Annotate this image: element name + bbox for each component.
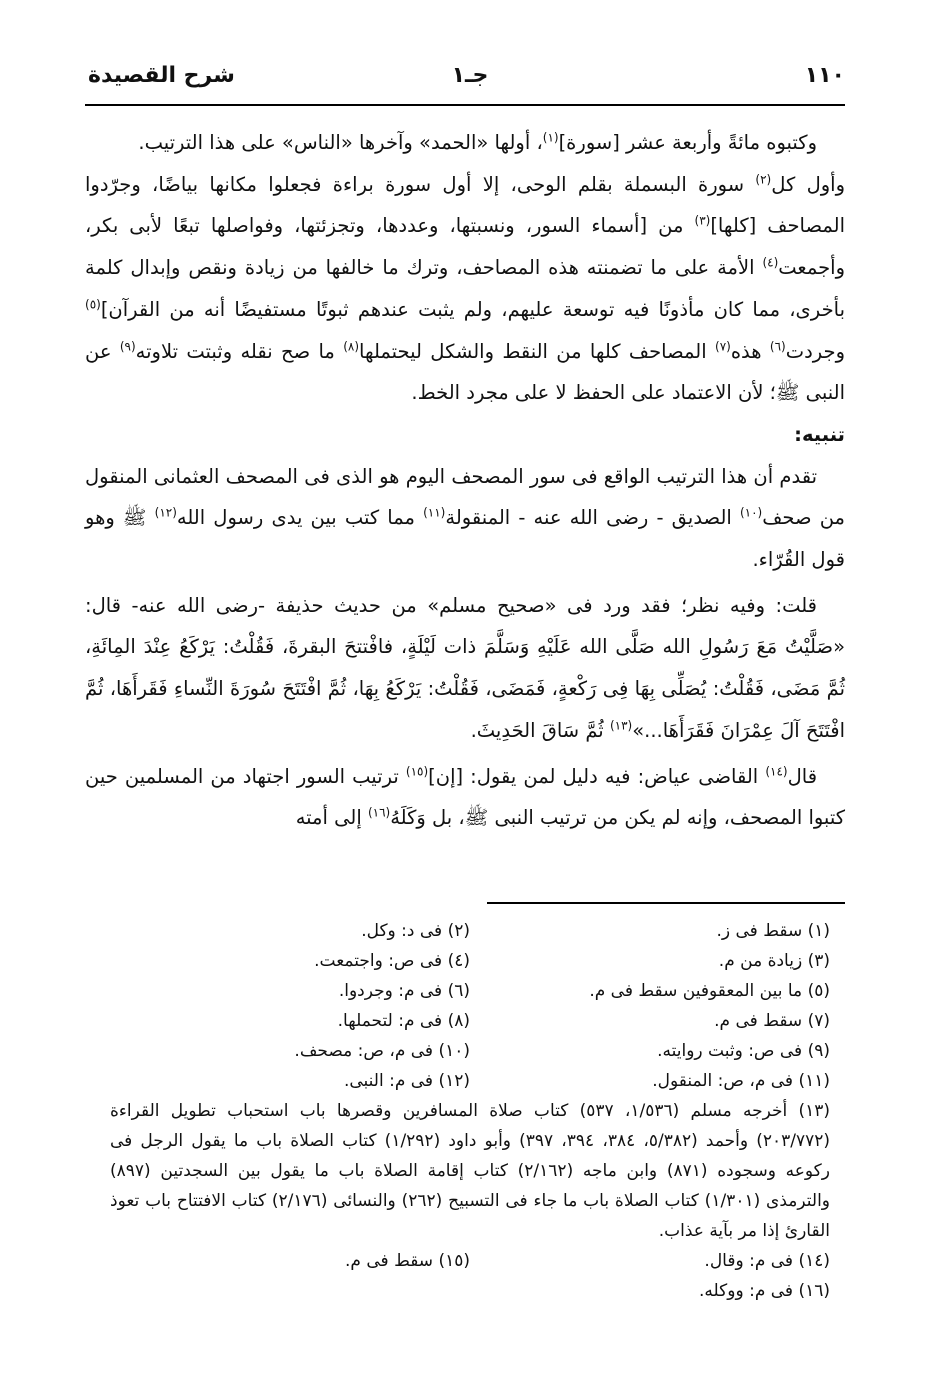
text-run: قلت: وفيه نظر؛ فقد ورد فى «صحيح مسلم» من حديث حذيفة -رضى الله عنه- قال: «صَلَّيْتُ مَعَ رَسُولِ الله صَلَّى الله عَلَيْهِ وَسَلَّمَ ذات لَيْلَةٍ، فافْتتحَ البقرةَ، فَقُلْتُ: يَرْكَعُ عِنْدَ المِائَةِ، ثُمَّ مَضَى، فَقُلْتُ: يُصَلِّى بِهَا فِى رَكْعةٍ، فَمَضَى، فَقُلْتُ: يَرْكَعُ بِهَا، ثُمَّ افْتَتَحَ سُورَةَ النِّساءِ فَقَرأَهَا، ثُمَّ افْتَتَحَ آلَ عِمْرَانَ فَقَرَأَهَا...»	[85, 593, 845, 742]
footnote-ref[interactable]: (١٣)	[609, 718, 633, 733]
text-run: تقدم أن هذا الترتيب الواقع فى سور المصحف اليوم هو الذى فى المصحف العثمانى المنقول من صحف	[85, 464, 845, 530]
text-run: إلى أمته	[295, 806, 368, 830]
paragraph-2	[85, 164, 845, 414]
text-run: وكتبوه مائةً وأربعة عشر [سورة]	[558, 131, 817, 154]
footnote-16: (١٦) فى م: ووكله.	[699, 1281, 830, 1301]
footnote-ref[interactable]: (٨)	[343, 339, 360, 354]
footnote: (٧) سقط فى م.	[714, 1011, 830, 1031]
footnote-13: (١٣) أخرجه مسلم (١/٥٣٦، ٥٣٧) كتاب صلاة المسافرين وقصرها باب استحباب تطويل القراءة (٢٠٣/٧٧٢) وأحمد (٥/٣٨٢، ٣٨٤، ٣٩٤، ٣٩٧) وأبو داود (١/٢٩٢) كتاب الصلاة باب ما يقول الرجل فى ركوعه وسجوده (٨٧١) وابن ماجه (٢/١٦٢) كتاب إقامة الصلاة باب ما يقول بين السجدتين (٨٩٧) والترمذى (١/٣٠١) كتاب الصلاة باب ما جاء فى التسبيح (٢٦٢) والنسائى (٢/١٧٦) كتاب الافتتاح باب تعوذ القارئ إذا مر بآية عذاب.	[110, 1101, 831, 1241]
footnote-ref[interactable]: (١٠)	[739, 505, 763, 520]
text-run: الأمة على ما تضمنته هذه المصاحف، وترك ما خالفها من زيادة ونقص وإبدال كلمة بأخرى، مما كان مأذونًا فيه توسعة عليهم، ولم يثبت عندهم ثبوتًا مستفيضًا أنه من القرآن]	[85, 256, 845, 321]
footnote-ref[interactable]: (١٦)	[367, 805, 391, 820]
header-rule	[85, 104, 845, 106]
footnote: (٤) فى ص: واجتمعت.	[314, 951, 470, 971]
footnote: (٢) فى د: وكل.	[361, 921, 470, 941]
volume-label: جـ١	[451, 63, 489, 88]
footnote-ref[interactable]: (٤)	[762, 255, 779, 270]
main-text	[85, 122, 845, 839]
footnote-rule	[487, 902, 845, 904]
footnotes	[110, 916, 830, 1306]
footnote: (١١) فى م، ص: المنقول.	[652, 1071, 830, 1091]
footnote: (٣) زيادة من م.	[718, 951, 830, 971]
footnote-ref[interactable]: (٩)	[119, 339, 136, 354]
page-number: ١١٠	[804, 63, 845, 88]
running-title: شرح القصيدة	[88, 63, 235, 88]
footnote-ref[interactable]: (٦)	[769, 339, 786, 354]
footnote: (٩) فى ص: وثبت روايته.	[657, 1041, 830, 1061]
text-run: القاضى عياض: فيه دليل لمن يقول: [إن]	[428, 764, 766, 788]
text-run: ثُمَّ سَاقَ الحَدِيثَ.	[470, 718, 610, 742]
text-run: عن النبى ﷺ؛ لأن الاعتماد على الحفظ لا على مجرد الخط.	[85, 339, 845, 405]
footnote: (١٠) فى م، ص: مصحف.	[294, 1041, 470, 1061]
footnote-ref[interactable]: (١٤)	[765, 764, 788, 779]
text-run: المصاحف كلها من النقط والشكل ليحتملها	[359, 339, 715, 363]
footnote-ref[interactable]: (١٢)	[154, 505, 177, 520]
footnote: (١٢) فى م: النبى.	[343, 1071, 470, 1091]
footnote: (٦) فى م: وجردوا.	[338, 981, 470, 1001]
footnote: (١٥) سقط فى م.	[345, 1251, 470, 1271]
footnote-ref[interactable]: (٢)	[755, 172, 772, 187]
text-run: من [أسماء السور، ونسبتها، وعددها، وتجزئتها، وفواصلها تبعًا لأبى بكر، وأجمعت	[85, 214, 845, 280]
text-run: وجردت	[785, 339, 846, 363]
section-heading: تنبيه:	[794, 422, 845, 446]
text-run: ما صح نقله وثبتت تلاوته	[135, 339, 344, 363]
footnote-row	[110, 976, 830, 1006]
footnote-row	[110, 946, 830, 976]
footnote-row	[110, 1006, 830, 1036]
footnote-ref[interactable]: (١٥)	[405, 764, 429, 779]
footnote-row	[110, 1246, 830, 1276]
footnote-row	[110, 1036, 830, 1066]
text-run: ، أولها «الحمد» وآخرها «الناس» على هذا الترتيب.	[138, 131, 543, 154]
text-run: ترتيب السور اجتهاد من المسلمين حين كتبوا المصحف، وإنه لم يكن من ترتيب النبى ﷺ، بل وَكَلَهُ	[85, 764, 845, 830]
footnote-ref[interactable]: (٧)	[715, 339, 731, 354]
footnote-ref[interactable]: (٣)	[694, 213, 711, 228]
paragraph-5	[85, 756, 845, 839]
paragraph-3	[85, 456, 845, 581]
text-run: سورة البسملة بقلم الوحى، إلا أول سورة براءة فجعلوا مكانها بياضًا، وجرّدوا المصاحف [كلها]	[85, 172, 845, 238]
text-run: هذه	[730, 339, 770, 363]
footnote: (١) سقط فى ز.	[716, 921, 830, 941]
text-run: قال	[787, 764, 818, 788]
footnote: (٨) فى م: لتحملها.	[337, 1011, 470, 1031]
footnote-row	[110, 1066, 830, 1096]
footnote: (١٤) فى م: وقال.	[704, 1251, 830, 1271]
paragraph-4	[85, 585, 845, 752]
footnote: (٥) ما بين المعقوفين سقط فى م.	[589, 981, 830, 1001]
footnote-ref[interactable]: (٥)	[85, 297, 101, 312]
footnote-ref[interactable]: (١)	[542, 130, 559, 145]
footnote-row	[110, 916, 830, 946]
text-run: ﷺ وهو قول القُرّاء.	[85, 506, 845, 572]
text-run: مما كتب بين يدى رسول الله	[176, 506, 424, 530]
paragraph-1	[85, 122, 845, 164]
text-run: وأول كل	[771, 172, 846, 196]
footnote-ref[interactable]: (١١)	[423, 505, 446, 520]
text-run: الصديق - رضى الله عنه - المنقولة	[445, 506, 740, 530]
